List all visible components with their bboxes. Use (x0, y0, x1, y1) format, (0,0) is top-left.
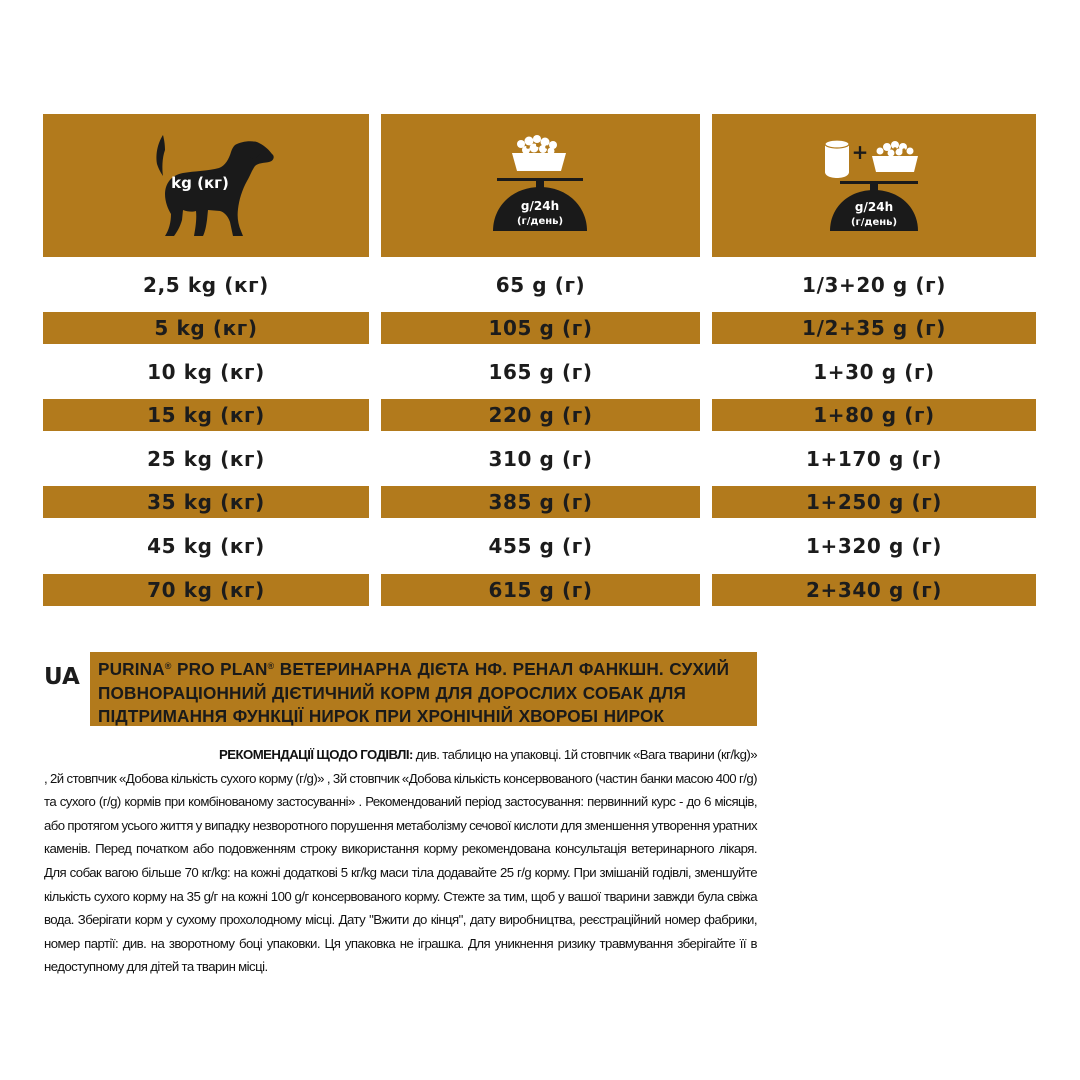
table-cell-mixed: 1+170 g (г) (806, 447, 942, 471)
table-cell-mixed: 2+340 g (г) (712, 574, 1036, 606)
table-cell-weight: 35 kg (кг) (43, 486, 369, 518)
product-description: ВЕТЕРИНАРНА ДІЄТА НФ. РЕНАЛ ФАНКШН. СУХИЙ ПОВНОРАЦІОННИЙ ДІЄТИЧНИЙ КОРМ ДЛЯ ДОРОСЛИХ СОБАК ДЛЯ ПІДТРИМАННЯ ФУНКЦІЇ НИРОК ПРИ ХРОНІЧНІЙ ХВОРОБІ НИРОК (98, 659, 730, 726)
mixed-food-graphic (712, 114, 1036, 257)
table-cell-weight: 2,5 kg (кг) (143, 273, 269, 297)
language-code: UA (44, 664, 80, 690)
table-cell-mixed: 1/3+20 g (г) (802, 273, 946, 297)
table-cell-dry: 615 g (г) (381, 574, 700, 606)
dry-food-column-header (381, 114, 700, 257)
table-cell-dry: 105 g (г) (381, 312, 700, 344)
mixed-food-column-header (712, 114, 1036, 257)
table-cell-dry: 455 g (г) (488, 534, 593, 558)
can-icon (825, 140, 849, 178)
plus-icon: + (851, 140, 869, 164)
table-cell-dry: 165 g (г) (488, 360, 593, 384)
table-cell-weight: 10 kg (кг) (147, 360, 265, 384)
table-cell-dry: 385 g (г) (381, 486, 700, 518)
food-bowl-icon (872, 141, 918, 172)
table-cell-weight: 70 kg (кг) (43, 574, 369, 606)
table-cell-mixed: 1/2+35 g (г) (712, 312, 1036, 344)
instructions-heading: РЕКОМЕНДАЦІЇ ЩОДО ГОДІВЛІ: (219, 747, 413, 762)
dog-icon (43, 114, 369, 257)
weight-header-label: kg (кг) (171, 174, 229, 192)
table-cell-dry: 310 g (г) (488, 447, 593, 471)
weight-column-header (43, 114, 369, 257)
brand-name: PURINA (98, 659, 165, 679)
brand-line: PRO PLAN (171, 659, 268, 679)
mixed-rate-label: g/24h (854, 200, 894, 214)
table-cell-mixed: 1+80 g (г) (712, 399, 1036, 431)
product-title (98, 655, 753, 726)
dry-rate-sublabel: (г/день) (516, 216, 564, 227)
table-cell-weight: 25 kg (кг) (147, 447, 265, 471)
mixed-rate-sublabel: (г/день) (850, 217, 898, 228)
table-cell-dry: 220 g (г) (381, 399, 700, 431)
registered-mark: ® (267, 661, 275, 671)
dry-rate-label: g/24h (520, 199, 560, 213)
instructions-text: див. таблицю на упаковці. 1й стовпчик «Вага тварини (кг/kg)» , 2й стовпчик «Добова кількість сухого корму (г/g)» , 3й стовпчик «Добова кількість консервованого (частин банки масою 400 г/g) та сухого (г/g) кормів при комбінованому застосуванні» . Рекомендований період застосування: первинний курс - до 6 місяців, або протягом усього життя у випадку незворотного порушення метаболізму сечової кислоти для зменшення утворення уратних каменів. Перед початком або подовженням строку використання корму рекомендована консультація ветеринарного лікаря. Для собак вагою більше 70 кг/kg: на кожні додаткові 5 кг/kg маси тіла додавайте 25 г/g корму. При змішаній годівлі, зменшуйте кількість сухого корму на 35 g/г на кожні 100 g/г консервованого корму. Стежте за тим, щоб у вашої тварини завжди була свіжа вода. Зберігати корм у сухому прохолодному місці. Дату "Вжити до кінця", дату виробництва, реєстраційний номер фабрики, номер партії: див. на зворотному боці упаковки. Ця упаковка не іграшка. Для уникнення ризику травмування зберігайте її в недоступному для дітей та тварин місці. (44, 747, 757, 975)
feeding-instructions (44, 743, 757, 979)
table-cell-weight: 5 kg (кг) (43, 312, 369, 344)
food-bowl-icon (512, 135, 566, 171)
table-cell-mixed: 1+30 g (г) (813, 360, 935, 384)
table-cell-mixed: 1+250 g (г) (712, 486, 1036, 518)
dry-food-graphic (381, 114, 700, 257)
table-cell-mixed: 1+320 g (г) (806, 534, 942, 558)
table-cell-dry: 65 g (г) (495, 273, 586, 297)
registered-mark: ® (164, 661, 172, 671)
table-cell-weight: 15 kg (кг) (43, 399, 369, 431)
product-title-band (90, 652, 757, 726)
table-cell-weight: 45 kg (кг) (147, 534, 265, 558)
